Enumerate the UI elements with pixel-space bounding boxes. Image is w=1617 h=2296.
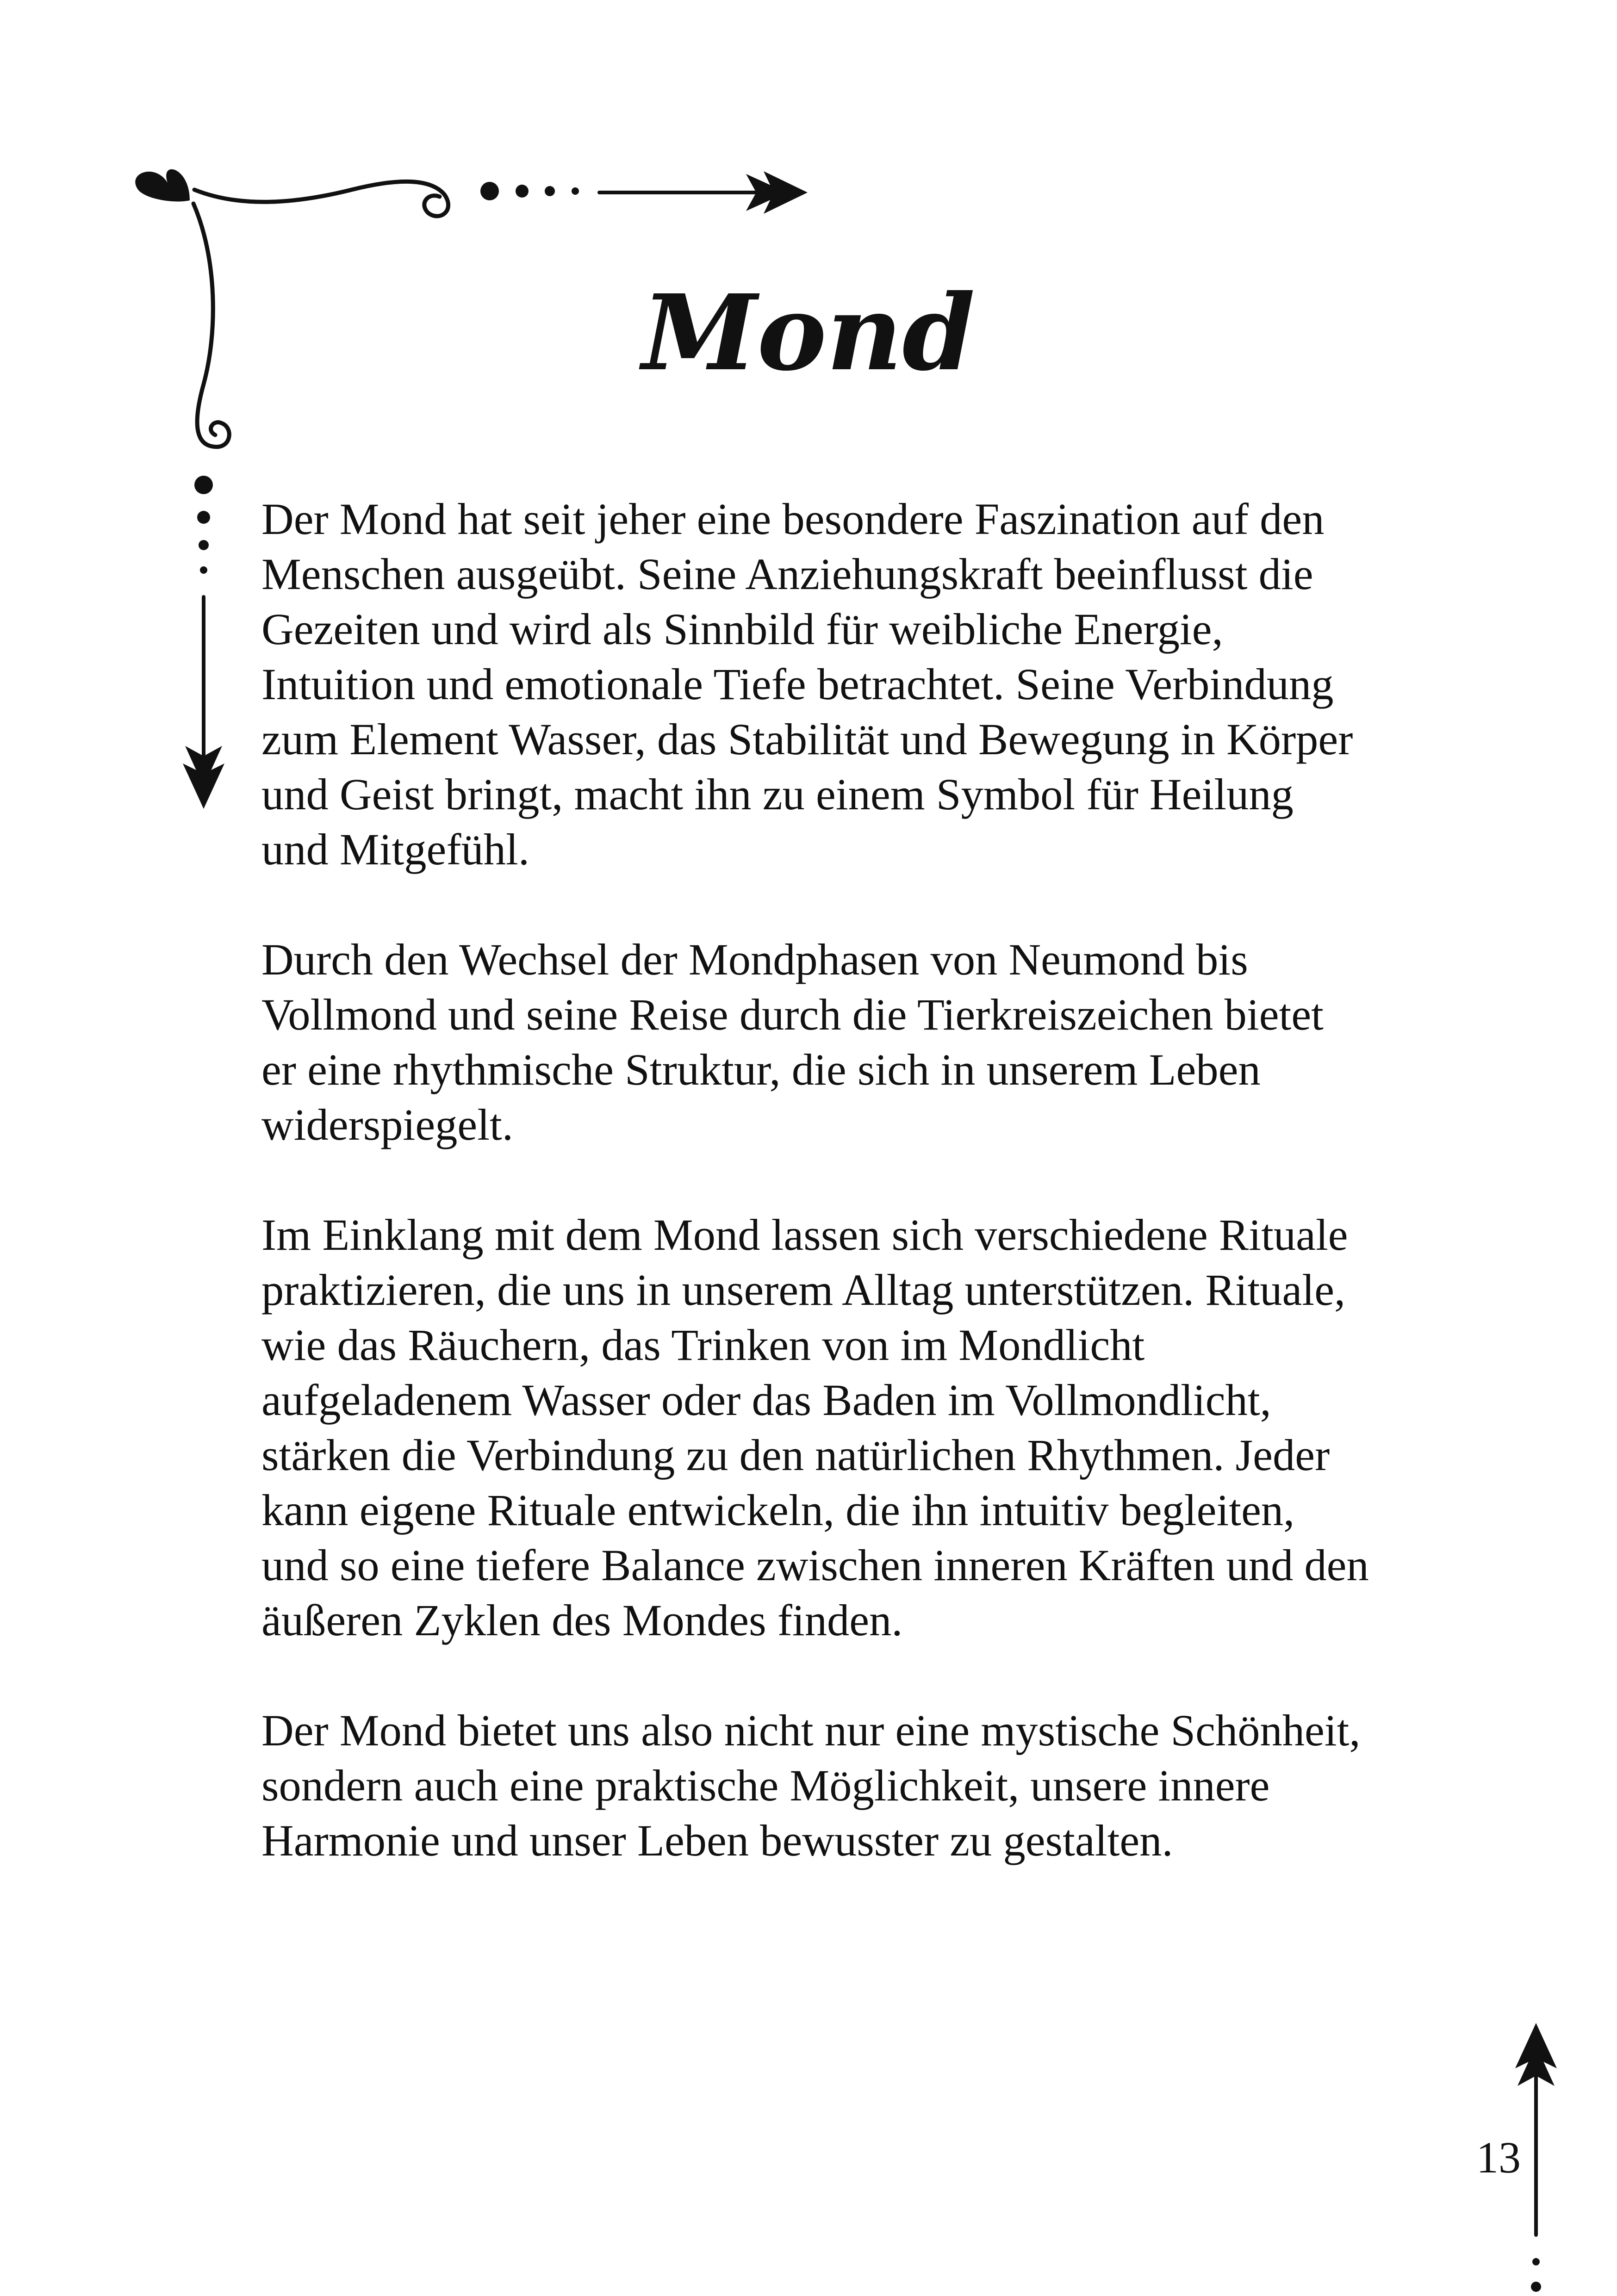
text-line: kann eigene Rituale entwickeln, die ihn intuitiv begleiten, [261, 1485, 1295, 1535]
text-line: widerspiegelt. [261, 1100, 513, 1149]
text-line: Menschen ausgeübt. Seine Anziehungskraft beeinflusst die [261, 549, 1313, 599]
paragraph [261, 932, 1372, 1152]
dot [1531, 2282, 1541, 2292]
text-line: Intuition und emotionale Tiefe betrachtet. Seine Verbindung [261, 659, 1334, 709]
paragraph [261, 1207, 1372, 1648]
text-line: sondern auch eine praktische Möglichkeit, unsere innere [261, 1761, 1270, 1810]
page-title: Mond [641, 272, 976, 394]
text-line: er eine rhythmische Struktur, die sich in unserem Leben [261, 1045, 1261, 1094]
page-number: 13 [1476, 2133, 1521, 2182]
dot [480, 182, 499, 200]
text-line: stärken die Verbindung zu den natürlichen Rhythmen. Jeder [261, 1430, 1330, 1480]
text-line: Der Mond bietet uns also nicht nur eine mystische Schönheit, [261, 1706, 1361, 1755]
text-line: und Geist bringt, macht ihn zu einem Symbol für Heilung [261, 769, 1294, 819]
text-line: Durch den Wechsel der Mondphasen von Neumond bis [261, 935, 1248, 984]
dot [197, 511, 210, 524]
dot [1532, 2258, 1540, 2265]
text-line: Gezeiten und wird als Sinnbild für weibliche Energie, [261, 604, 1223, 654]
text-line: Vollmond und seine Reise durch die Tierkreiszeichen bietet [261, 990, 1324, 1039]
text-line: äußeren Zyklen des Mondes finden. [261, 1595, 903, 1645]
dot [516, 185, 529, 198]
dot [545, 186, 555, 196]
text-line: aufgeladenem Wasser oder das Baden im Vollmondlicht, [261, 1375, 1271, 1425]
paragraph [261, 1703, 1372, 1868]
text-line: Harmonie und unser Leben bewusster zu gestalten. [261, 1816, 1173, 1865]
text-line: und Mitgefühl. [261, 825, 529, 874]
dot [572, 187, 579, 195]
dot [194, 476, 213, 494]
text-line: Der Mond hat seit jeher eine besondere Faszination auf den [261, 494, 1325, 544]
dot [199, 540, 209, 550]
dot [200, 566, 207, 574]
text-line: praktizieren, die uns in unserem Alltag unterstützen. Rituale, [261, 1265, 1346, 1315]
text-line: zum Element Wasser, das Stabilität und Bewegung in Körper [261, 714, 1353, 764]
text-line: und so eine tiefere Balance zwischen inneren Kräften und den [261, 1540, 1369, 1590]
text-line: wie das Räuchern, das Trinken von im Mondlicht [261, 1320, 1145, 1370]
heart-icon [135, 169, 190, 202]
text-line: Im Einklang mit dem Mond lassen sich verschiedene Rituale [261, 1210, 1348, 1260]
body-text [261, 491, 1372, 1923]
paragraph [261, 491, 1372, 877]
